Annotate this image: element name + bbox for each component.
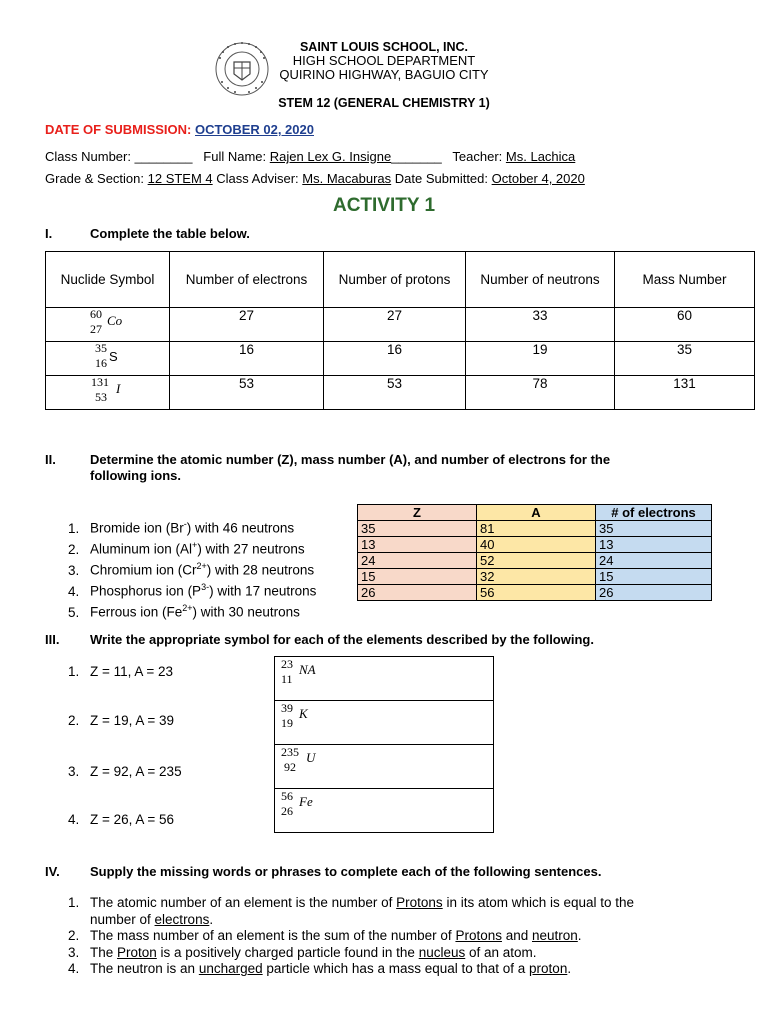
- list-item: 1. The atomic number of an element is the number of Protons in its atom which is equal to the number of electrons.: [68, 895, 635, 927]
- table-header-row: [358, 505, 712, 521]
- nuclide-table: [45, 251, 755, 410]
- cell-neutrons: 78: [466, 376, 615, 410]
- cell-neutrons: 19: [466, 342, 615, 376]
- date-label: Date Submitted:: [394, 171, 488, 186]
- table-row: [275, 701, 494, 745]
- adviser-value: Ms. Macaburas: [302, 171, 392, 186]
- symbol-answer-table: [274, 656, 494, 833]
- info-line-2: [45, 171, 585, 186]
- full-name-value: Rajen Lex G. Insigne: [269, 149, 392, 164]
- table-header-row: [46, 252, 755, 308]
- table-row: [358, 585, 712, 601]
- cell-z: 24: [358, 553, 477, 569]
- list-item: 3. Chromium ion $(Cr^{2+})$ with 28 neutrons: [68, 561, 315, 578]
- header-electrons: # of electrons: [596, 505, 712, 521]
- cell-a: 52: [477, 553, 596, 569]
- nuclide-symbol-co: 60 27 Co: [46, 308, 170, 342]
- section4-instruction: Supply the missing words or phrases to complete each of the following sentences.: [90, 864, 602, 879]
- cell-mass-number: 35: [615, 342, 755, 376]
- cell-a: 81: [477, 521, 596, 537]
- cell-neutrons: 33: [466, 308, 615, 342]
- activity-title: ACTIVITY 1: [332, 195, 436, 216]
- school-name: SAINT LOUIS SCHOOL, INC.: [299, 40, 469, 54]
- table-row: [275, 789, 494, 833]
- header-neutrons: Number of neutrons: [466, 252, 615, 308]
- section3-instruction: Write the appropriate symbol for each of the elements described by the following.: [90, 632, 594, 647]
- header-a: A: [477, 505, 596, 521]
- ion-list: [68, 516, 316, 621]
- teacher-label: Teacher:: [452, 149, 503, 164]
- table-row: [46, 376, 755, 410]
- grade-value: 12 STEM 4: [147, 171, 213, 186]
- section1-instruction: Complete the table below.: [90, 226, 250, 241]
- symbol-cell: 235 92 U: [275, 745, 494, 789]
- header-protons: Number of protons: [324, 252, 466, 308]
- header-nuclide-symbol: Nuclide Symbol: [46, 252, 170, 308]
- sentence-list: [68, 895, 728, 978]
- header-electrons: Number of electrons: [170, 252, 324, 308]
- grade-label: Grade & Section:: [45, 171, 144, 186]
- header-z: Z: [358, 505, 477, 521]
- cell-a: 56: [477, 585, 596, 601]
- cell-electrons: 24: [596, 553, 712, 569]
- class-number-value: ________: [134, 149, 193, 164]
- submission-label: DATE OF SUBMISSION:: [45, 122, 192, 137]
- cell-electrons: 15: [596, 569, 712, 585]
- cell-electrons: 53: [170, 376, 324, 410]
- ion-answer-table: [357, 504, 712, 601]
- list-item: 5. Ferrous ion $(Fe^{2+})$ with 30 neutrons: [68, 603, 300, 620]
- list-item: 1. Z = 11, A = 23: [68, 664, 174, 679]
- section2-instruction-line2: following ions.: [90, 468, 181, 483]
- school-address: QUIRINO HIGHWAY, BAGUIO CITY: [279, 67, 489, 82]
- info-line-1: [45, 149, 575, 164]
- section1-numeral: I.: [45, 226, 53, 241]
- symbol-cell: 23 11 NA: [275, 657, 494, 701]
- table-row: [46, 308, 755, 342]
- section2-instruction-line1: Determine the atomic number (Z), mass number (A), and number of electrons for the: [90, 452, 611, 467]
- list-item: 2. The mass number of an element is the sum of the number of Protons and neutron.: [68, 928, 582, 943]
- list-item: 2. Aluminum ion (Al+) with 27 neutrons: [68, 540, 305, 557]
- submission-date: OCTOBER 02, 2020: [195, 122, 314, 137]
- cell-protons: 16: [324, 342, 466, 376]
- cell-electrons: 27: [170, 308, 324, 342]
- section4-numeral: IV.: [45, 864, 60, 879]
- course-title: STEM 12 (GENERAL CHEMISTRY 1): [278, 96, 490, 110]
- full-name-label: Full Name:: [203, 149, 267, 164]
- cell-z: 26: [358, 585, 477, 601]
- section3-numeral: III.: [45, 632, 60, 647]
- cell-protons: 27: [324, 308, 466, 342]
- section2-instruction: [90, 452, 610, 484]
- list-item: 4. Z = 26, A = 56: [68, 812, 175, 827]
- cell-z: 35: [358, 521, 477, 537]
- full-name-tail: _______: [391, 149, 442, 164]
- cell-a: 40: [477, 537, 596, 553]
- cell-mass-number: 131: [615, 376, 755, 410]
- table-row: [46, 342, 755, 376]
- table-row: [358, 537, 712, 553]
- class-number-label: Class Number:: [45, 149, 131, 164]
- table-row: [358, 553, 712, 569]
- cell-electrons: 26: [596, 585, 712, 601]
- cell-a: 32: [477, 569, 596, 585]
- date-value: October 4, 2020: [491, 171, 585, 186]
- teacher-value: Ms. Lachica: [505, 149, 576, 164]
- table-row: [275, 745, 494, 789]
- department-name: HIGH SCHOOL DEPARTMENT: [292, 53, 476, 68]
- adviser-label: Class Adviser:: [216, 171, 299, 186]
- list-item: 4. The neutron is an uncharged particle which has a mass equal to that of a proton.: [68, 961, 572, 976]
- table-row: [358, 569, 712, 585]
- table-row: [275, 657, 494, 701]
- list-item: 3. The Proton is a positively charged particle found in the nucleus of an atom.: [68, 944, 537, 960]
- nuclide-symbol-s: 35 16 S: [46, 342, 170, 376]
- cell-protons: 53: [324, 376, 466, 410]
- cell-z: 15: [358, 569, 477, 585]
- section2-numeral: II.: [45, 452, 56, 467]
- symbol-cell: 56 26 Fe: [275, 789, 494, 833]
- cell-mass-number: 60: [615, 308, 755, 342]
- symbol-cell: 39 19 K: [275, 701, 494, 745]
- list-item: 2. Z = 19, A = 39: [68, 713, 175, 728]
- submission-line: [45, 122, 314, 137]
- cell-electrons: 13: [596, 537, 712, 553]
- list-item: 1. Bromide ion (Br-) with 46 neutrons: [68, 519, 295, 536]
- cell-z: 13: [358, 537, 477, 553]
- table-row: [358, 521, 712, 537]
- nuclide-symbol-i: 131 53 I: [46, 376, 170, 410]
- header-mass-number: Mass Number: [615, 252, 755, 308]
- cell-electrons: 35: [596, 521, 712, 537]
- list-item: 3. Z = 92, A = 235: [68, 764, 182, 779]
- list-item: 4. Phosphorus ion $(P^{3-})$ with 17 neutrons: [68, 582, 317, 599]
- cell-electrons: 16: [170, 342, 324, 376]
